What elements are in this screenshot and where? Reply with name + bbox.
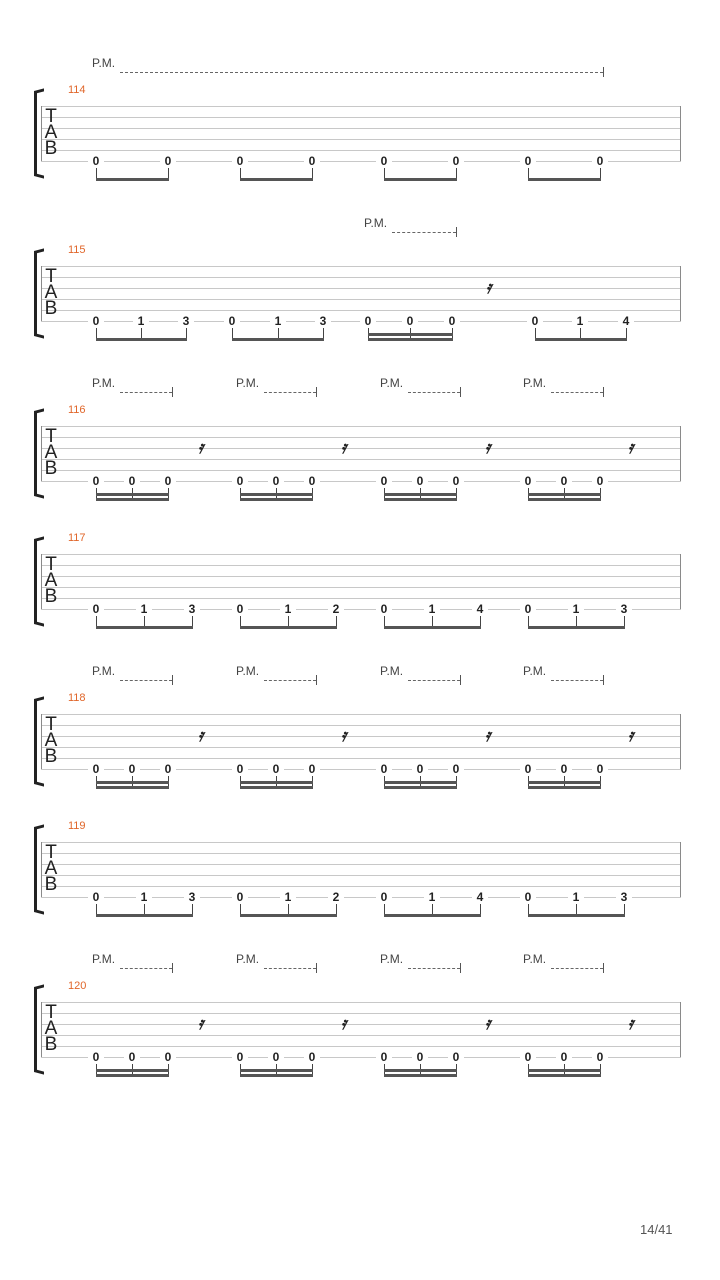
barline-start [41, 106, 42, 161]
fret-number: 0 [527, 314, 543, 328]
tab-clef-letter: B [44, 586, 58, 607]
tab-clef-letter: T [45, 842, 57, 863]
staff-line [41, 139, 681, 140]
tab-clef-letter: T [45, 554, 57, 575]
palm-mute-end [172, 387, 173, 397]
note-beam [96, 1074, 169, 1077]
system-bracket [34, 92, 41, 175]
palm-mute-dash-line [264, 392, 316, 393]
fret-number: 0 [304, 1050, 320, 1064]
note-beam [384, 781, 457, 784]
note-beam [232, 338, 324, 341]
staff-line [41, 725, 681, 726]
fret-number: 0 [556, 1050, 572, 1064]
sixteenth-rest-icon: 𝄿 [198, 1014, 204, 1034]
fret-number: 0 [592, 474, 608, 488]
palm-mute-end [603, 387, 604, 397]
fret-number: 0 [592, 762, 608, 776]
palm-mute-label: P.M. [92, 56, 116, 70]
fret-number: 0 [304, 762, 320, 776]
note-beam [384, 493, 457, 496]
palm-mute-label: P.M. [523, 376, 547, 390]
tab-clef-letter: B [44, 138, 58, 159]
fret-number: 3 [178, 314, 194, 328]
staff-line [41, 565, 681, 566]
measure-number: 114 [68, 84, 86, 96]
staff-line [41, 875, 681, 876]
fret-number: 0 [160, 154, 176, 168]
fret-number: 0 [232, 890, 248, 904]
fret-number: 1 [424, 602, 440, 616]
palm-mute-label: P.M. [236, 664, 260, 678]
palm-mute-end [603, 67, 604, 77]
note-beam [96, 338, 187, 341]
fret-number: 1 [133, 314, 149, 328]
fret-number: 2 [328, 890, 344, 904]
staff-line [41, 310, 681, 311]
palm-mute-end [316, 387, 317, 397]
staff-line [41, 1002, 681, 1003]
palm-mute-end [603, 675, 604, 685]
tab-clef-letter: T [45, 266, 57, 287]
barline-end [680, 554, 681, 609]
tab-clef-letter: T [45, 714, 57, 735]
system-bracket [34, 540, 41, 623]
palm-mute-label: P.M. [380, 664, 404, 678]
fret-number: 0 [88, 154, 104, 168]
barline-start [41, 554, 42, 609]
fret-number: 0 [232, 474, 248, 488]
system-bracket [34, 412, 41, 495]
fret-number: 1 [136, 602, 152, 616]
note-beam [96, 781, 169, 784]
fret-number: 2 [328, 602, 344, 616]
staff-line [41, 128, 681, 129]
staff-line [41, 1035, 681, 1036]
fret-number: 0 [160, 474, 176, 488]
staff-line [41, 758, 681, 759]
fret-number: 0 [232, 602, 248, 616]
fret-number: 0 [520, 890, 536, 904]
measure-number: 116 [68, 404, 86, 416]
fret-number: 1 [568, 890, 584, 904]
staff-line [41, 437, 681, 438]
note-beam [240, 178, 313, 181]
barline-start [41, 714, 42, 769]
palm-mute-end [316, 675, 317, 685]
fret-number: 0 [556, 474, 572, 488]
fret-number: 0 [592, 154, 608, 168]
staff-line [41, 470, 681, 471]
fret-number: 0 [448, 1050, 464, 1064]
note-beam [528, 781, 601, 784]
barline-start [41, 1002, 42, 1057]
fret-number: 0 [556, 762, 572, 776]
sixteenth-rest-icon: 𝄿 [628, 1014, 634, 1034]
tab-clef-letter: B [44, 458, 58, 479]
note-beam [384, 498, 457, 501]
fret-number: 0 [520, 474, 536, 488]
fret-number: 0 [520, 762, 536, 776]
note-beam [384, 914, 481, 917]
fret-number: 0 [412, 1050, 428, 1064]
fret-number: 0 [232, 1050, 248, 1064]
note-beam [240, 1069, 313, 1072]
system-bracket [34, 828, 41, 911]
note-beam [384, 1074, 457, 1077]
tab-clef-letter: A [44, 730, 58, 751]
measure-number: 117 [68, 532, 86, 544]
palm-mute-dash-line [551, 680, 603, 681]
fret-number: 1 [568, 602, 584, 616]
palm-mute-end [460, 675, 461, 685]
fret-number: 0 [412, 762, 428, 776]
measure-number: 119 [68, 820, 86, 832]
sixteenth-rest-icon: 𝄿 [341, 726, 347, 746]
barline-end [680, 426, 681, 481]
palm-mute-end [460, 387, 461, 397]
palm-mute-dash-line [120, 680, 172, 681]
palm-mute-dash-line [120, 72, 603, 73]
staff-line [41, 714, 681, 715]
palm-mute-dash-line [120, 968, 172, 969]
palm-mute-dash-line [264, 968, 316, 969]
note-beam [384, 626, 481, 629]
sixteenth-rest-icon: 𝄿 [485, 726, 491, 746]
fret-number: 3 [616, 890, 632, 904]
fret-number: 0 [592, 1050, 608, 1064]
fret-number: 0 [124, 762, 140, 776]
fret-number: 1 [424, 890, 440, 904]
staff-line [41, 587, 681, 588]
note-beam [528, 1074, 601, 1077]
staff-line [41, 161, 681, 162]
palm-mute-label: P.M. [523, 664, 547, 678]
tab-clef-letter: B [44, 298, 58, 319]
fret-number: 1 [136, 890, 152, 904]
fret-number: 0 [360, 314, 376, 328]
staff-line [41, 299, 681, 300]
palm-mute-end [172, 963, 173, 973]
palm-mute-label: P.M. [523, 952, 547, 966]
staff-line [41, 736, 681, 737]
staff-line [41, 598, 681, 599]
fret-number: 0 [232, 762, 248, 776]
note-beam [368, 333, 453, 336]
staff-line [41, 1046, 681, 1047]
tab-clef-letter: B [44, 874, 58, 895]
sixteenth-rest-icon: 𝄿 [485, 1014, 491, 1034]
note-beam [96, 1069, 169, 1072]
fret-number: 0 [224, 314, 240, 328]
palm-mute-dash-line [392, 232, 456, 233]
barline-start [41, 426, 42, 481]
palm-mute-dash-line [408, 680, 460, 681]
note-beam [96, 498, 169, 501]
note-beam [384, 178, 457, 181]
fret-number: 0 [160, 1050, 176, 1064]
fret-number: 1 [270, 314, 286, 328]
fret-number: 0 [88, 602, 104, 616]
sixteenth-rest-icon: 𝄿 [485, 438, 491, 458]
tab-clef-letter: A [44, 442, 58, 463]
note-beam [528, 914, 625, 917]
note-beam [240, 1074, 313, 1077]
note-beam [96, 914, 193, 917]
staff-line [41, 288, 681, 289]
note-beam [528, 626, 625, 629]
fret-number: 0 [232, 154, 248, 168]
note-beam [240, 498, 313, 501]
note-beam [384, 786, 457, 789]
note-beam [240, 914, 337, 917]
barline-end [680, 266, 681, 321]
fret-number: 0 [160, 762, 176, 776]
fret-number: 0 [88, 474, 104, 488]
tab-clef-letter: B [44, 1034, 58, 1055]
staff-line [41, 576, 681, 577]
fret-number: 0 [448, 474, 464, 488]
staff-line [41, 864, 681, 865]
palm-mute-dash-line [408, 392, 460, 393]
measure-number: 120 [68, 980, 87, 992]
fret-number: 0 [448, 762, 464, 776]
note-beam [96, 493, 169, 496]
barline-end [680, 106, 681, 161]
palm-mute-label: P.M. [92, 376, 116, 390]
note-beam [96, 626, 193, 629]
palm-mute-dash-line [551, 968, 603, 969]
note-beam [528, 498, 601, 501]
staff-line [41, 106, 681, 107]
fret-number: 0 [268, 474, 284, 488]
palm-mute-dash-line [551, 392, 603, 393]
staff-line [41, 266, 681, 267]
fret-number: 0 [304, 154, 320, 168]
fret-number: 4 [472, 890, 488, 904]
fret-number: 0 [268, 762, 284, 776]
staff-line [41, 554, 681, 555]
sixteenth-rest-icon: 𝄿 [628, 726, 634, 746]
fret-number: 0 [448, 154, 464, 168]
note-beam [240, 781, 313, 784]
fret-number: 1 [572, 314, 588, 328]
palm-mute-label: P.M. [236, 952, 260, 966]
palm-mute-dash-line [408, 968, 460, 969]
barline-start [41, 842, 42, 897]
palm-mute-label: P.M. [236, 376, 260, 390]
fret-number: 0 [520, 1050, 536, 1064]
staff-line [41, 1013, 681, 1014]
fret-number: 0 [376, 1050, 392, 1064]
staff-line [41, 747, 681, 748]
system-bracket [34, 700, 41, 783]
fret-number: 0 [520, 602, 536, 616]
note-beam [240, 493, 313, 496]
staff-line [41, 150, 681, 151]
fret-number: 0 [376, 474, 392, 488]
barline-end [680, 714, 681, 769]
sixteenth-rest-icon: 𝄿 [198, 726, 204, 746]
system-bracket [34, 252, 41, 335]
palm-mute-label: P.M. [380, 376, 404, 390]
fret-number: 1 [280, 602, 296, 616]
fret-number: 3 [184, 890, 200, 904]
palm-mute-label: P.M. [92, 664, 116, 678]
note-beam [240, 786, 313, 789]
system-bracket [34, 988, 41, 1071]
staff-line [41, 1024, 681, 1025]
fret-number: 0 [412, 474, 428, 488]
sixteenth-rest-icon: 𝄿 [628, 438, 634, 458]
fret-number: 0 [376, 154, 392, 168]
fret-number: 0 [376, 762, 392, 776]
fret-number: 3 [616, 602, 632, 616]
fret-number: 1 [280, 890, 296, 904]
note-beam [96, 178, 169, 181]
palm-mute-end [460, 963, 461, 973]
page-number: 14/41 [640, 1222, 673, 1237]
palm-mute-end [603, 963, 604, 973]
fret-number: 0 [376, 890, 392, 904]
fret-number: 0 [444, 314, 460, 328]
fret-number: 0 [304, 474, 320, 488]
fret-number: 0 [88, 890, 104, 904]
note-beam [528, 178, 601, 181]
fret-number: 0 [124, 1050, 140, 1064]
staff-line [41, 426, 681, 427]
tab-clef-letter: A [44, 570, 58, 591]
barline-start [41, 266, 42, 321]
staff-line [41, 459, 681, 460]
fret-number: 3 [315, 314, 331, 328]
tab-clef-letter: B [44, 746, 58, 767]
palm-mute-label: P.M. [92, 952, 116, 966]
staff-line [41, 886, 681, 887]
staff-line [41, 853, 681, 854]
note-beam [528, 1069, 601, 1072]
note-beam [528, 786, 601, 789]
fret-number: 0 [124, 474, 140, 488]
palm-mute-label: P.M. [380, 952, 404, 966]
tab-clef-letter: A [44, 122, 58, 143]
tab-clef-letter: T [45, 426, 57, 447]
note-beam [528, 493, 601, 496]
sixteenth-rest-icon: 𝄿 [198, 438, 204, 458]
palm-mute-end [456, 227, 457, 237]
fret-number: 4 [472, 602, 488, 616]
fret-number: 0 [88, 762, 104, 776]
measure-number: 118 [68, 692, 86, 704]
note-beam [535, 338, 627, 341]
palm-mute-dash-line [264, 680, 316, 681]
note-beam [384, 1069, 457, 1072]
fret-number: 3 [184, 602, 200, 616]
fret-number: 0 [88, 1050, 104, 1064]
staff-line [41, 277, 681, 278]
tab-clef-letter: A [44, 858, 58, 879]
sixteenth-rest-icon: 𝄿 [341, 1014, 347, 1034]
staff-line [41, 842, 681, 843]
note-beam [368, 338, 453, 341]
note-beam [96, 786, 169, 789]
fret-number: 0 [268, 1050, 284, 1064]
palm-mute-end [172, 675, 173, 685]
palm-mute-label: P.M. [364, 216, 388, 230]
staff-line [41, 117, 681, 118]
note-beam [240, 626, 337, 629]
measure-number: 115 [68, 244, 86, 256]
tab-clef-letter: T [45, 106, 57, 127]
staff-line [41, 448, 681, 449]
fret-number: 0 [402, 314, 418, 328]
tab-clef-letter: A [44, 282, 58, 303]
tab-clef-letter: A [44, 1018, 58, 1039]
sixteenth-rest-icon: 𝄿 [486, 278, 492, 298]
sixteenth-rest-icon: 𝄿 [341, 438, 347, 458]
barline-end [680, 1002, 681, 1057]
palm-mute-end [316, 963, 317, 973]
palm-mute-dash-line [120, 392, 172, 393]
fret-number: 0 [88, 314, 104, 328]
fret-number: 0 [376, 602, 392, 616]
barline-end [680, 842, 681, 897]
tab-clef-letter: T [45, 1002, 57, 1023]
fret-number: 0 [520, 154, 536, 168]
fret-number: 4 [618, 314, 634, 328]
